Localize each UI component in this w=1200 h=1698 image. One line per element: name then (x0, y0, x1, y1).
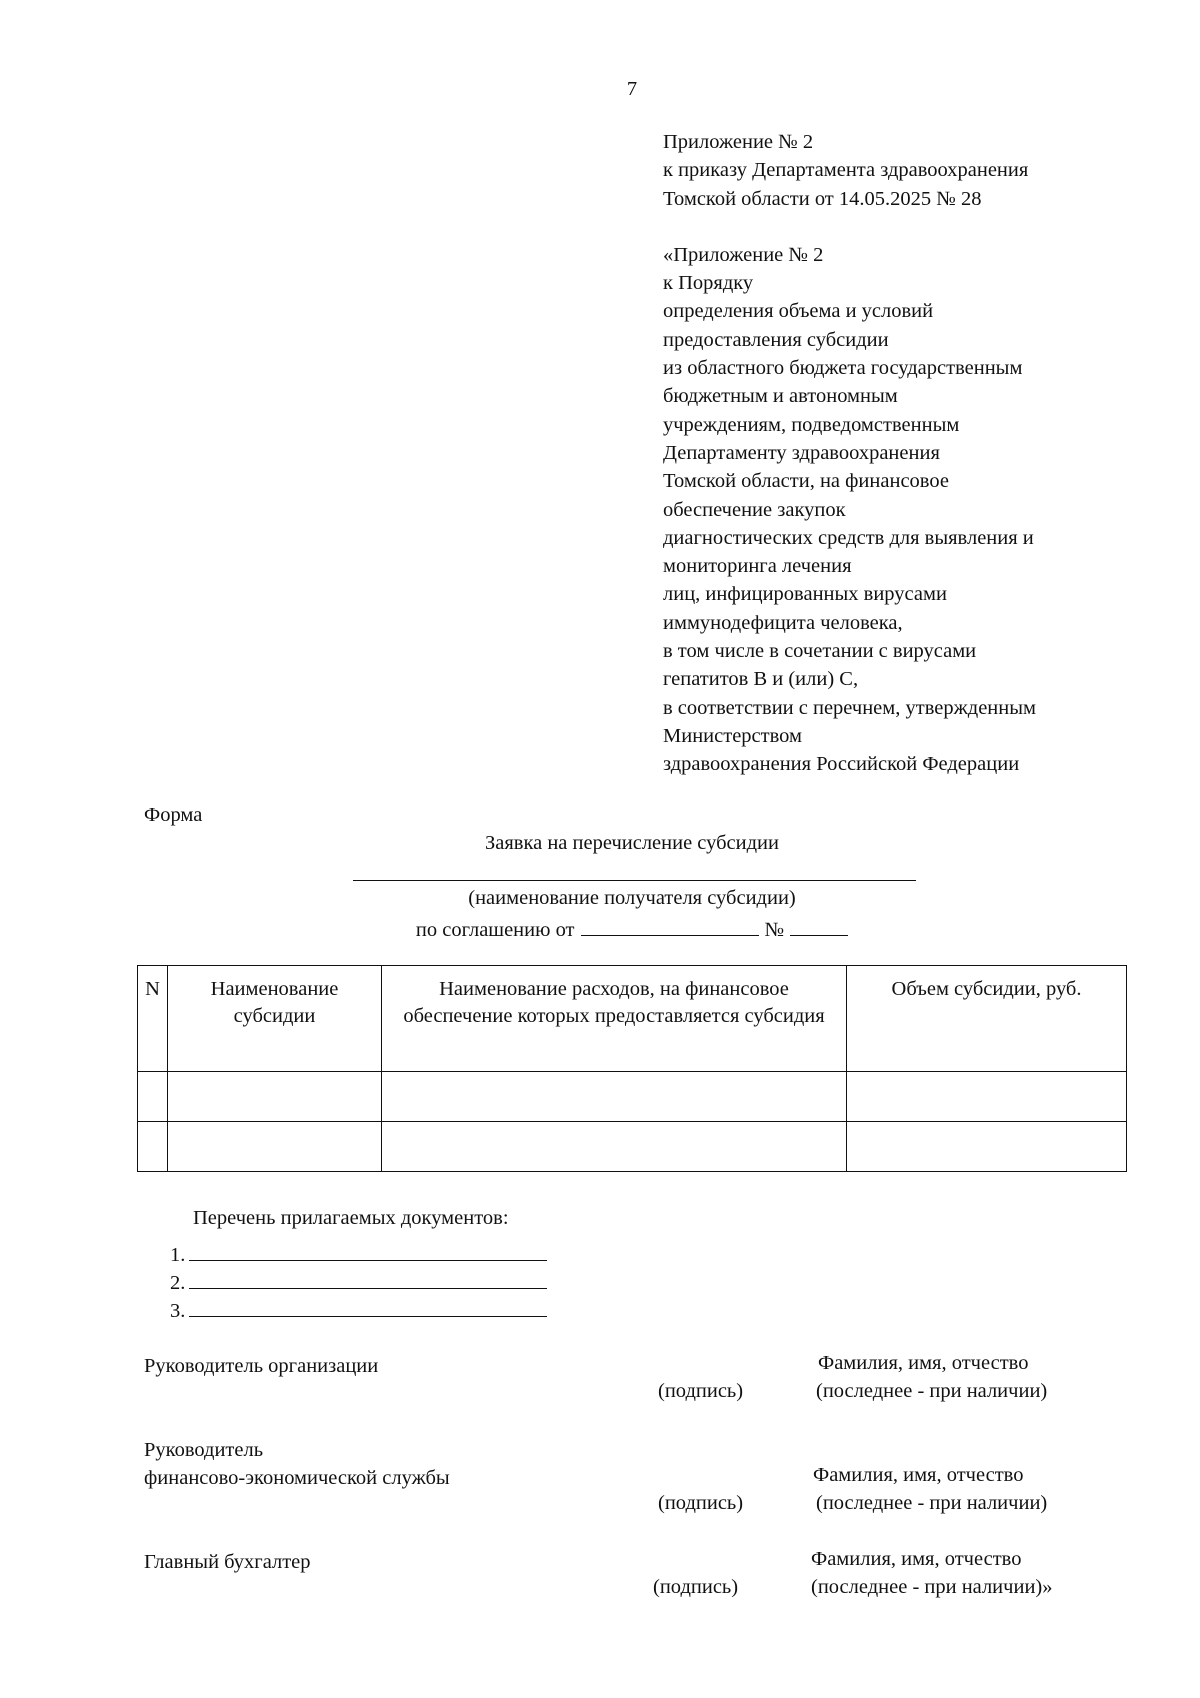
signature-role-label: Главный бухгалтер (144, 1551, 311, 1573)
signature-fio-note: (последнее - при наличии) (816, 1380, 1048, 1402)
appendix-header-line: Приложение № 2 (663, 131, 814, 153)
appendix-order-line: Томской области, на финансовое (663, 470, 949, 493)
document-item-number: 2. (170, 1272, 186, 1294)
appendix-order-line: в соответствии с перечнем, утвержденным (663, 696, 1036, 719)
table-cell[interactable] (168, 1072, 382, 1122)
document-item-blank[interactable] (189, 1296, 547, 1317)
column-header-number: N (138, 966, 168, 1072)
table-cell[interactable] (847, 1122, 1127, 1172)
table-header-row (138, 966, 1127, 1072)
column-header-expenses: Наименование расходов, на финансовое обеспечение которых предоставляется субсидия (382, 966, 847, 1072)
table-cell[interactable] (382, 1072, 847, 1122)
signature-role-label: Руководитель организации (144, 1355, 379, 1377)
appendix-order-line: к Порядку (663, 272, 754, 295)
appendix-order-line: учреждениям, подведомственным (663, 413, 960, 436)
signature-fio-note: (последнее - при наличии)» (811, 1576, 1053, 1598)
appendix-order-line: «Приложение № 2 (663, 243, 824, 266)
appendix-block (663, 128, 1036, 779)
appendix-order-line: мониторинга лечения (663, 555, 852, 578)
signature-caption: (подпись) (658, 1380, 744, 1402)
recipient-name-blank[interactable] (353, 858, 916, 881)
appendix-order-line: Департаменту здравоохранения (663, 441, 940, 464)
signature-fio-label: Фамилия, имя, отчество (813, 1464, 1024, 1486)
table-cell[interactable] (138, 1122, 168, 1172)
appendix-order-line: обеспечение закупок (663, 498, 846, 521)
table-cell[interactable] (382, 1122, 847, 1172)
agreement-date-blank[interactable] (581, 915, 759, 936)
appendix-order-line: из областного бюджета государственным (663, 357, 1023, 380)
signature-caption: (подпись) (658, 1492, 744, 1514)
agreement-number-blank[interactable] (790, 915, 848, 936)
page-number: 7 (626, 78, 638, 100)
appendix-order-line: диагностических средств для выявления и (663, 526, 1034, 549)
column-header-subsidy-name: Наименование субсидии (168, 966, 382, 1072)
signature-role-label: Руководитель (144, 1439, 264, 1461)
table-row (138, 1072, 1127, 1122)
form-label: Форма (144, 804, 203, 826)
signature-fio-note: (последнее - при наличии) (816, 1492, 1048, 1514)
signature-role-label: финансово-экономической службы (144, 1467, 450, 1489)
recipient-hint: (наименование получателя субсидии) (468, 887, 796, 909)
table-row (138, 1122, 1127, 1172)
appendix-order-line: бюджетным и автономным (663, 385, 898, 408)
appendix-order-line: здравоохранения Российской Федерации (663, 753, 1020, 776)
form-title: Заявка на перечисление субсидии (484, 832, 779, 854)
table-cell[interactable] (847, 1072, 1127, 1122)
table-cell[interactable] (168, 1122, 382, 1172)
appendix-order-line: гепатитов В и (или) С, (663, 668, 859, 691)
appendix-order-line: лиц, инфицированных вирусами (663, 583, 947, 606)
document-item-number: 3. (170, 1300, 186, 1322)
subsidy-table (137, 965, 1127, 1172)
document-item-number: 1. (170, 1244, 186, 1266)
document-item-blank[interactable] (189, 1268, 547, 1289)
spacer (663, 213, 1036, 241)
documents-title: Перечень прилагаемых документов: (193, 1207, 509, 1229)
appendix-header-line: к приказу Департамента здравоохранения (663, 159, 1029, 182)
appendix-order-line: определения объема и условий (663, 300, 934, 323)
appendix-order-line: предоставления субсидии (663, 328, 889, 351)
signature-fio-label: Фамилия, имя, отчество (818, 1352, 1029, 1374)
appendix-header-line: Томской области от 14.05.2025 № 28 (663, 187, 982, 210)
signature-fio-label: Фамилия, имя, отчество (811, 1548, 1022, 1570)
agreement-line (0, 915, 1200, 942)
appendix-order-line: в том числе в сочетании с вирусами (663, 640, 977, 663)
appendix-order-line: Министерством (663, 724, 802, 747)
document-item-blank[interactable] (189, 1240, 547, 1261)
document-item (170, 1296, 547, 1323)
table-cell[interactable] (138, 1072, 168, 1122)
agreement-number-sign: № (764, 919, 785, 941)
agreement-prefix: по соглашению от (415, 919, 575, 941)
column-header-amount: Объем субсидии, руб. (847, 966, 1127, 1072)
document-item (170, 1268, 547, 1295)
appendix-order-line: иммунодефицита человека, (663, 611, 903, 634)
signature-caption: (подпись) (653, 1576, 739, 1598)
document-item (170, 1240, 547, 1267)
